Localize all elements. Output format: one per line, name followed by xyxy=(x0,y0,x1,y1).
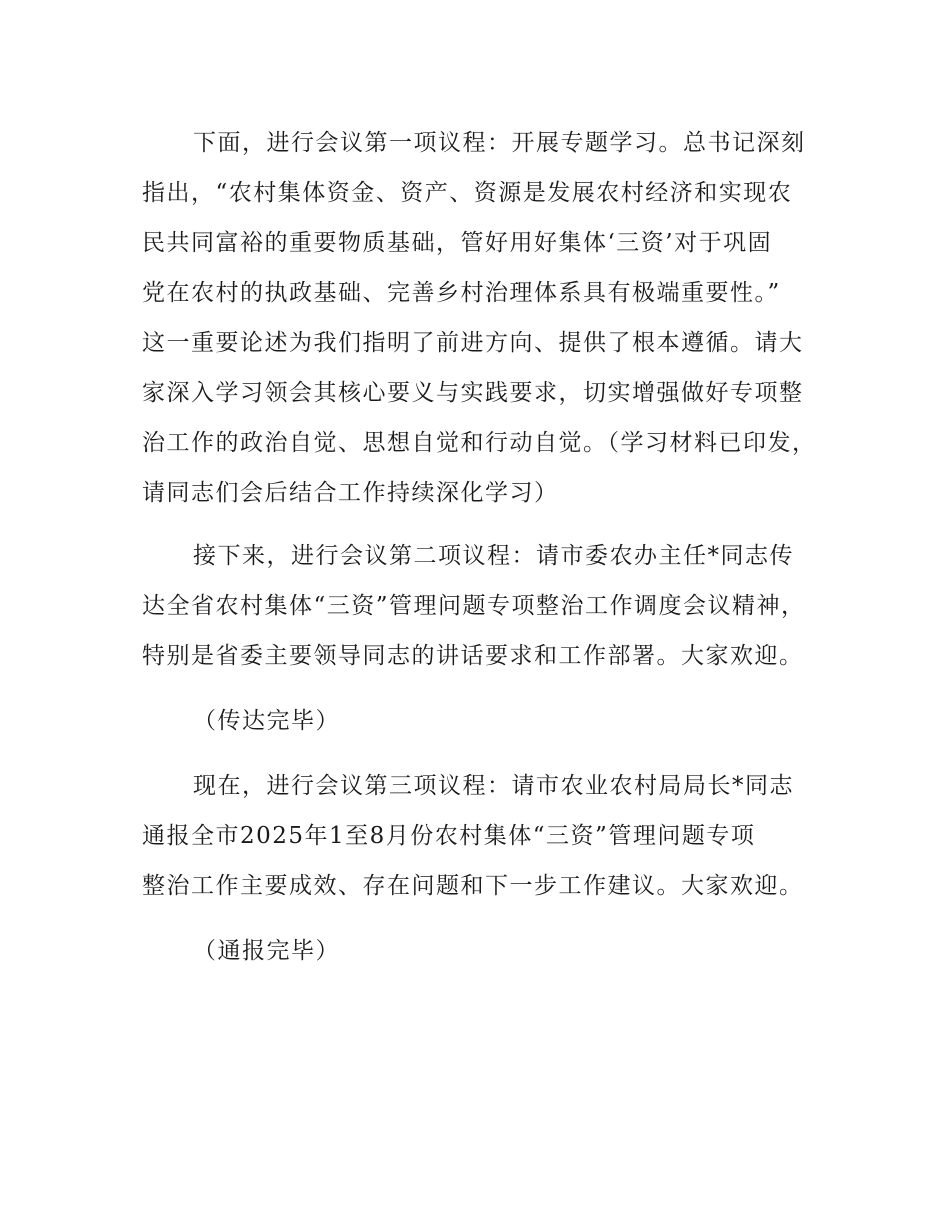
paragraph-line: 达全省农村集体“三资”管理问题专项整治工作调度会议精神， xyxy=(142,593,806,619)
paragraph-line: 党在农村的执政基础、完善乡村治理体系具有极端重要性。” xyxy=(142,280,781,306)
paragraph-line: 这一重要论述为我们指明了前进方向、提供了根本遵循。请大 xyxy=(142,330,804,356)
paragraph-line: 整治工作主要成效、存在问题和下一步工作建议。大家欢迎。 xyxy=(142,873,804,899)
paragraph-line: （通报完毕） xyxy=(193,938,340,964)
paragraph-line: 治工作的政治自觉、思想自觉和行动自觉。（学习材料已印发， xyxy=(142,430,817,456)
paragraph-line: 下面，进行会议第一项议程：开展专题学习。总书记深刻 xyxy=(193,130,806,156)
paragraph-line: 民共同富裕的重要物质基础，管好用好集体‘三资’对于巩固 xyxy=(142,230,773,256)
paragraph-line: 接下来，进行会议第二项议程：请市委农办主任*同志传 xyxy=(193,543,794,569)
paragraph-line: 请同志们会后结合工作持续深化学习） xyxy=(142,480,559,506)
paragraph-line: 家深入学习领会其核心要义与实践要求，切实增强做好专项整 xyxy=(142,380,804,406)
paragraph-line: 指出，“农村集体资金、资产、资源是发展农村经济和实现农 xyxy=(142,180,793,206)
paragraph-line: 通报全市2025年1至8月份农村集体“三资”管理问题专项 xyxy=(142,823,756,849)
paragraph-line: （传达完毕） xyxy=(193,708,340,734)
paragraph-line: 特别是省委主要领导同志的讲话要求和工作部署。大家欢迎。 xyxy=(142,643,804,669)
paragraph-line: 现在，进行会议第三项议程：请市农业农村局局长*同志 xyxy=(193,773,794,799)
